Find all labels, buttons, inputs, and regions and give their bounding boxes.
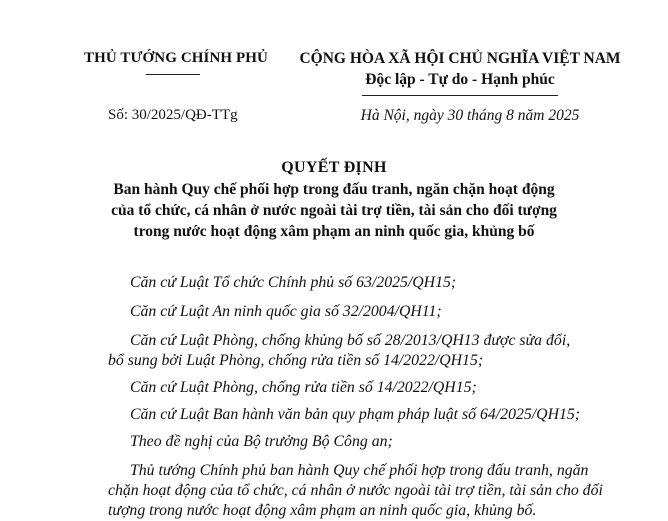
legal-basis-line: Căn cứ Luật An ninh quốc gia số 32/2004/QH11;	[130, 303, 442, 320]
agency-underline	[146, 74, 200, 75]
national-motto: Độc lập - Tự do - Hạnh phúc	[365, 71, 555, 88]
issuing-agency: THỦ TƯỚNG CHÍNH PHỦ	[84, 50, 268, 66]
decision-paragraph-line: tượng trong nước hoạt động xâm phạm an ninh quốc gia, khủng bố.	[108, 502, 537, 519]
legal-basis-line: Căn cứ Luật Ban hành văn bản quy phạm pháp luật số 64/2025/QH15;	[130, 406, 581, 423]
subject-line: của tổ chức, cá nhân ở nước ngoài tài trợ tiền, tài sản cho đối tượng	[111, 202, 557, 219]
proposal-line: Theo đề nghị của Bộ trưởng Bộ Công an;	[130, 433, 393, 450]
subject-line: trong nước hoạt động xâm phạm an ninh quốc gia, khủng bố	[133, 223, 535, 240]
place-and-date: Hà Nội, ngày 30 tháng 8 năm 2025	[360, 107, 580, 124]
legal-basis-line: Căn cứ Luật Phòng, chống rửa tiền số 14/2022/QH15;	[130, 379, 477, 396]
legal-basis-line-continued: bổ sung bởi Luật Phòng, chống rửa tiền số 14/2022/QH15;	[108, 352, 484, 369]
national-title: CỘNG HÒA XÃ HỘI CHỦ NGHĨA VIỆT NAM	[299, 50, 621, 67]
decision-paragraph-line: Thủ tướng Chính phủ ban hành Quy chế phối hợp trong đấu tranh, ngăn	[130, 462, 589, 479]
motto-underline	[362, 95, 558, 96]
decision-paragraph-line: chặn hoạt động của tổ chức, cá nhân ở nước ngoài tài trợ tiền, tài sản cho đối	[108, 482, 603, 499]
document-number: Số: 30/2025/QĐ-TTg	[108, 107, 238, 123]
legal-basis-line: Căn cứ Luật Tổ chức Chính phủ số 63/2025/QH15;	[130, 274, 457, 291]
legal-basis-line: Căn cứ Luật Phòng, chống khủng bố số 28/2013/QH13 được sửa đổi,	[130, 332, 571, 349]
document-type-title: QUYẾT ĐỊNH	[281, 159, 387, 176]
subject-line: Ban hành Quy chế phối hợp trong đấu tranh, ngăn chặn hoạt động	[113, 181, 555, 198]
